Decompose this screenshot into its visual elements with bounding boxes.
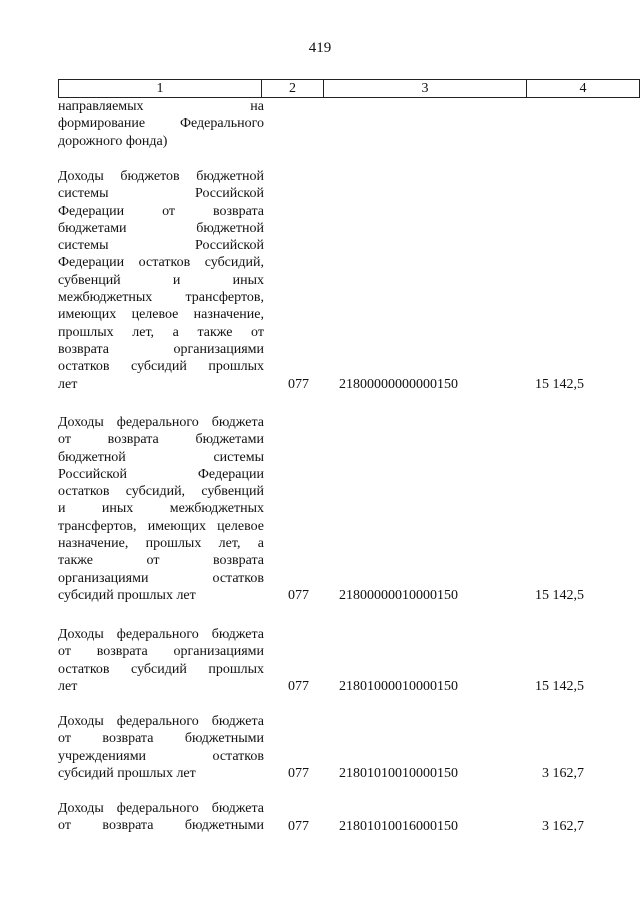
description-line: Доходы федерального бюджета — [58, 801, 264, 816]
admin-code: 077 — [288, 377, 309, 392]
description-line: бюджетами бюджетной — [58, 220, 264, 236]
description-line: от возврата бюджетными — [58, 818, 264, 834]
description-line: остатков субсидий прошлых — [58, 359, 264, 375]
description-line: дорожного фонда) — [58, 133, 168, 149]
amount: 15 142,5 — [535, 588, 584, 603]
description-line: системы Российской — [58, 186, 264, 202]
admin-code: 077 — [288, 819, 309, 834]
description-line: межбюджетных трансфертов, — [58, 290, 264, 306]
description-line: Федерации остатков субсидий, — [58, 255, 264, 271]
budget-classification-code: 21801000010000150 — [339, 679, 458, 694]
description-line: Доходы федерального бюджета — [58, 415, 264, 430]
description-line: лет — [58, 678, 78, 694]
description-line: возврата организациями — [58, 341, 264, 357]
description-line: субсидий прошлых лет — [58, 587, 196, 603]
description-line: остатков субсидий прошлых — [58, 661, 264, 677]
amount: 3 162,7 — [542, 766, 584, 781]
description-line: остатков субсидий, субвенций — [58, 484, 264, 500]
amount: 15 142,5 — [535, 377, 584, 392]
description-line: субсидий прошлых лет — [58, 765, 196, 781]
row-description — [58, 414, 264, 604]
column-header-1: 1 — [59, 80, 262, 98]
admin-code: 077 — [288, 588, 309, 603]
description-line: Доходы федерального бюджета — [58, 714, 264, 729]
admin-code: 077 — [288, 766, 309, 781]
row-description — [58, 800, 264, 835]
amount: 15 142,5 — [535, 679, 584, 694]
row-description — [58, 626, 264, 695]
description-line: субвенций и иных — [58, 272, 264, 288]
description-line: направляемых на — [58, 99, 264, 114]
description-line: от возврата бюджетами — [58, 432, 264, 448]
description-line: Федерации от возврата — [58, 203, 264, 219]
description-line: учреждениями остатков — [58, 748, 264, 764]
row-description — [58, 713, 264, 782]
column-header-3: 3 — [323, 80, 526, 98]
description-line: Доходы бюджетов бюджетной — [58, 169, 264, 184]
column-header-2: 2 — [262, 80, 324, 98]
description-line: Доходы федерального бюджета — [58, 627, 264, 642]
description-line: от возврата организациями — [58, 644, 264, 660]
description-line: имеющих целевое назначение, — [58, 307, 264, 323]
description-line: Российской Федерации — [58, 466, 264, 482]
page-number: 419 — [308, 40, 332, 56]
amount: 3 162,7 — [542, 819, 584, 834]
description-line: прошлых лет, а также от — [58, 324, 264, 340]
row-description — [58, 98, 264, 150]
description-line: трансфертов, имеющих целевое — [58, 518, 264, 534]
description-line: бюджетной системы — [58, 449, 264, 465]
budget-classification-code: 21800000000000150 — [339, 377, 458, 392]
row-description — [58, 168, 264, 393]
description-line: также от возврата — [58, 553, 264, 569]
column-header-table — [58, 79, 640, 98]
description-line: назначение, прошлых лет, а — [58, 536, 264, 552]
budget-classification-code: 21801010010000150 — [339, 766, 458, 781]
description-line: организациями остатков — [58, 570, 264, 586]
description-line: от возврата бюджетными — [58, 731, 264, 747]
budget-classification-code: 21801010016000150 — [339, 819, 458, 834]
admin-code: 077 — [288, 679, 309, 694]
column-header-4: 4 — [527, 80, 640, 98]
description-line: лет — [58, 376, 78, 392]
budget-classification-code: 21800000010000150 — [339, 588, 458, 603]
description-line: и иных межбюджетных — [58, 501, 264, 517]
description-line: формирование Федерального — [58, 116, 264, 132]
description-line: системы Российской — [58, 238, 264, 254]
